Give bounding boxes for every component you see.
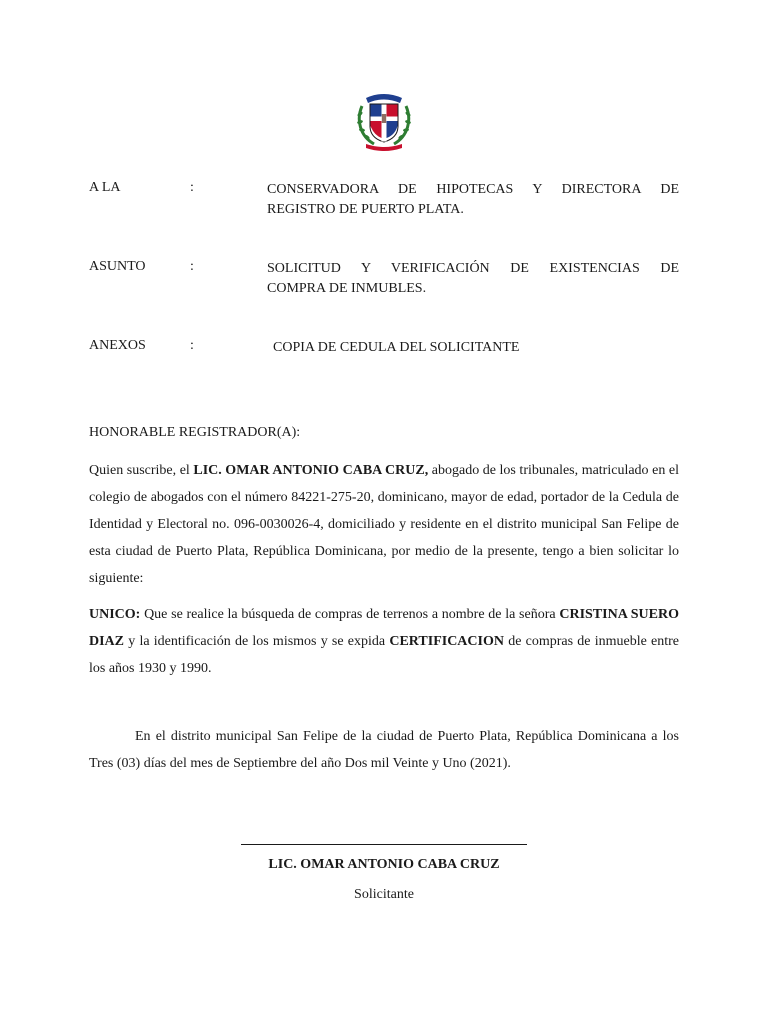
header-label: ANEXOS <box>89 338 146 353</box>
signatory-name: LIC. OMAR ANTONIO CABA CRUZ <box>268 857 500 872</box>
applicant-name: LIC. OMAR ANTONIO CABA CRUZ, <box>193 463 429 478</box>
request-text: y la identificación de los mismos y se expida <box>124 634 390 649</box>
body-paragraph-intro <box>89 457 679 592</box>
header-value <box>267 180 679 220</box>
certification-term: CERTIFICACION <box>389 634 504 649</box>
header-label: A LA <box>89 180 121 195</box>
header-colon: : <box>190 338 194 353</box>
header-colon: : <box>190 180 194 195</box>
request-label: UNICO: <box>89 607 141 622</box>
coat-of-arms-icon <box>352 88 416 152</box>
signature-line <box>241 844 527 845</box>
body-paragraph-request <box>89 601 679 682</box>
header-label: ASUNTO <box>89 259 146 274</box>
header-value <box>267 259 679 299</box>
intro-text: Quien suscribe, el <box>89 463 194 478</box>
request-text: de compras de inmueble entre los años 1930 y 1990. <box>89 634 679 676</box>
salutation: HONORABLE REGISTRADOR(A): <box>89 425 301 440</box>
header-value-line: CONSERVADORA DE HIPOTECAS Y DIRECTORA DE <box>267 182 679 197</box>
header-value-line: COMPRA DE INMUBLES. <box>267 281 427 296</box>
signatory-role: Solicitante <box>354 887 414 902</box>
header-colon: : <box>190 259 194 274</box>
header-value-line: SOLICITUD Y VERIFICACIÓN DE EXISTENCIAS DE <box>267 261 679 276</box>
request-text: Que se realice la búsqueda de compras de terrenos a nombre de la señora <box>140 607 560 622</box>
body-paragraph-closing: En el distrito municipal San Felipe de la ciudad de Puerto Plata, República Dominicana a los Tres (03) días del mes de Septiembre del año Dos mil Veinte y Uno (2021). <box>89 729 679 771</box>
subject-person-name: CRISTINA SUERO DIAZ <box>89 607 679 649</box>
header-value-line: COPIA DE CEDULA DEL SOLICITANTE <box>273 340 520 355</box>
header-value-line: REGISTRO DE PUERTO PLATA. <box>267 202 464 217</box>
header-value <box>273 338 685 358</box>
intro-rest-text: abogado de los tribunales, matriculado en el colegio de abogados con el número 84221-275-20, dominicano, mayor de edad, portador de la Cedula de Identidad y Electoral no. 096-0030026-4, domiciliado y residente en el distrito municipal San Felipe de esta ciudad de Puerto Plata, República Dominicana, por medio de la presente, tengo a bien solicitar lo siguiente: <box>89 463 679 586</box>
